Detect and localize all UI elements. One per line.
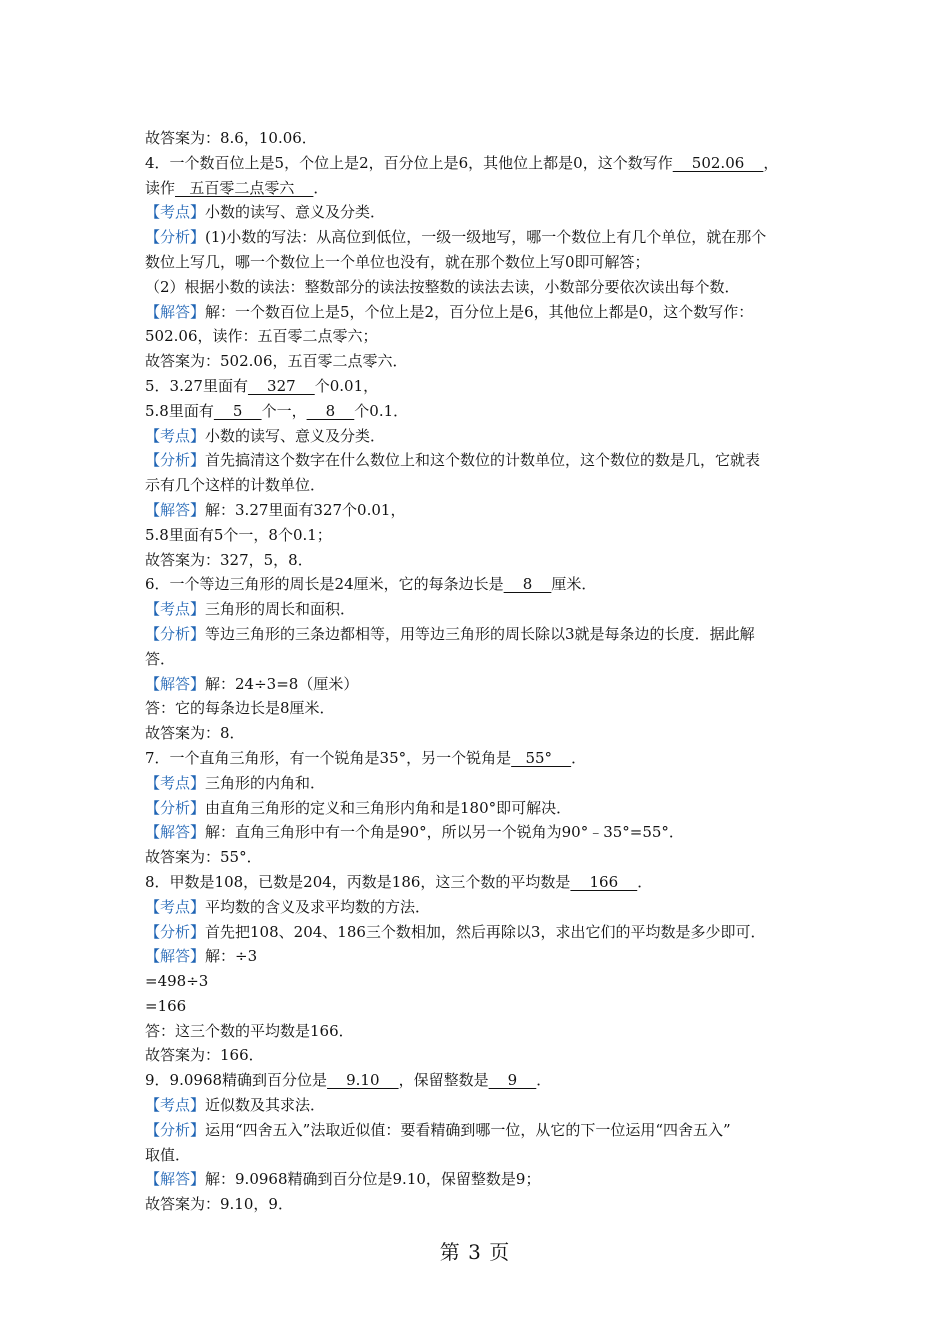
line-text: 故答案为：166．	[145, 1046, 264, 1065]
section-tag: 【解答】	[145, 823, 206, 842]
line-text: 解：一个数百位上是5，个位上是2，百分位上是6，其他位上都是0，这个数写作：	[205, 302, 754, 321]
text-line	[145, 771, 810, 796]
text-line	[145, 1093, 810, 1118]
text-line	[145, 523, 810, 548]
line-text: 小数的读写、意义及分类．	[205, 426, 386, 445]
section-tag: 【分析】	[145, 922, 206, 941]
text-line	[145, 498, 810, 523]
line-text: 首先把108、204、186三个数相加，然后再除以3，求出它们的平均数是多少即可．	[205, 922, 766, 941]
answer-blank: 55°	[511, 748, 572, 767]
text-line	[145, 1118, 810, 1143]
section-tag: 【考点】	[145, 426, 206, 445]
text-line	[145, 870, 810, 895]
line-text: 5.8里面有5个一，8个0.1；	[145, 525, 332, 544]
text-line	[145, 994, 810, 1019]
text-line	[145, 1068, 810, 1093]
line-text: 解：直角三角形中有一个角是90°，所以另一个锐角为90°﹣35°=55°．	[205, 823, 684, 842]
document-body	[145, 126, 810, 1217]
answer-blank: 8	[306, 401, 355, 420]
line-text: 故答案为：8．	[145, 724, 245, 743]
line-text: 平均数的含义及求平均数的方法．	[205, 897, 431, 916]
text-line	[145, 473, 810, 498]
line-text: ．	[536, 1071, 552, 1090]
text-line	[145, 647, 810, 672]
line-text: 故答案为：327，5，8．	[145, 550, 313, 569]
text-line	[145, 820, 810, 845]
text-line	[145, 796, 810, 821]
text-line	[145, 151, 810, 176]
line-text: ，	[763, 153, 779, 172]
section-tag: 【解答】	[145, 500, 206, 519]
text-line	[145, 696, 810, 721]
section-tag: 【分析】	[145, 451, 206, 470]
line-text: 解：24÷3=8（厘米）	[205, 674, 359, 693]
line-text: 答：这三个数的平均数是166．	[145, 1021, 354, 1040]
text-line	[145, 374, 810, 399]
line-text: 答：它的每条边长是8厘米．	[145, 699, 335, 718]
text-line	[145, 920, 810, 945]
line-text: (1)小数的写法：从高位到低位，一级一级地写，哪一个数位上有几个单位，就在那个	[205, 228, 767, 247]
line-text: 首先搞清这个数字在什么数位上和这个数位的计数单位，这个数位的数是几，它就表	[205, 451, 761, 470]
answer-blank: 9	[488, 1071, 537, 1090]
section-tag: 【考点】	[145, 203, 206, 222]
text-line	[145, 721, 810, 746]
text-line	[145, 1167, 810, 1192]
text-line	[145, 324, 810, 349]
text-line	[145, 399, 810, 424]
section-tag: 【考点】	[145, 1096, 206, 1115]
line-text: 故答案为：502.06，五百零二点零六．	[145, 352, 408, 371]
text-line	[145, 349, 810, 374]
line-text: ．	[637, 872, 653, 891]
page-number: 第 3 页	[439, 1240, 511, 1264]
text-line	[145, 275, 810, 300]
section-tag: 【考点】	[145, 897, 206, 916]
section-tag: 【分析】	[145, 1120, 206, 1139]
line-text: 答．	[145, 649, 176, 668]
answer-blank: 327	[247, 376, 315, 395]
line-text: =498÷3	[145, 972, 209, 991]
line-text: 解：3.27里面有327个0.01，	[205, 500, 406, 519]
line-text: 502.06，读作：五百零二点零六；	[145, 327, 378, 346]
text-line	[145, 622, 810, 647]
text-line	[145, 200, 810, 225]
text-line	[145, 597, 810, 622]
answer-blank: 166	[570, 872, 638, 891]
line-text: 读作	[145, 178, 176, 197]
line-text: 运用“四舍五入”法取近似值：要看精确到哪一位，从它的下一位运用“四舍五入”	[205, 1120, 731, 1139]
text-line	[145, 672, 810, 697]
line-text: 7．一个直角三角形，有一个锐角是35°，另一个锐角是	[145, 748, 512, 767]
section-tag: 【解答】	[145, 302, 206, 321]
text-line	[145, 895, 810, 920]
line-text: 取值．	[145, 1145, 191, 1164]
text-line	[145, 424, 810, 449]
text-line	[145, 845, 810, 870]
answer-blank: 502.06	[672, 153, 764, 172]
line-text: 6．一个等边三角形的周长是24厘米，它的每条边长是	[145, 575, 504, 594]
line-text: （2）根据小数的读法：整数部分的读法按整数的读法去读，小数部分要依次读出每个数．	[145, 277, 740, 296]
line-text: 三角形的内角和．	[205, 773, 326, 792]
text-line	[145, 1192, 810, 1217]
line-text: 9．9.0968精确到百分位是	[145, 1071, 328, 1090]
text-line	[145, 300, 810, 325]
line-text: 4．一个数百位上是5，个位上是2，百分位上是6，其他位上都是0，这个数写作	[145, 153, 673, 172]
line-text: 故答案为：9.10，9．	[145, 1195, 293, 1214]
text-line	[145, 1143, 810, 1168]
answer-blank: 5	[213, 401, 262, 420]
line-text: 故答案为：8.6，10.06．	[145, 129, 317, 147]
line-text: 解：9.0968精确到百分位是9.10，保留整数是9；	[205, 1170, 541, 1189]
line-text: 由直角三角形的定义和三角形内角和是180°即可解决．	[205, 798, 572, 817]
section-tag: 【考点】	[145, 600, 206, 619]
text-line	[145, 1043, 810, 1068]
answer-blank: 9.10	[327, 1071, 399, 1090]
line-text: 5.8里面有	[145, 401, 214, 420]
line-text: 近似数及其求法．	[205, 1096, 326, 1115]
line-text: 三角形的周长和面积．	[205, 600, 356, 619]
section-tag: 【分析】	[145, 228, 206, 247]
section-tag: 【解答】	[145, 674, 206, 693]
text-line	[145, 448, 810, 473]
line-text: 解：÷3	[205, 947, 258, 966]
line-text: =166	[145, 996, 187, 1015]
line-text: 小数的读写、意义及分类．	[205, 203, 386, 222]
line-text: ，保留整数是	[398, 1071, 489, 1090]
line-text: 故答案为：55°．	[145, 848, 262, 867]
text-line	[145, 250, 810, 275]
line-text: 示有几个这样的计数单位．	[145, 476, 326, 495]
line-text: ．	[313, 178, 329, 197]
text-line	[145, 176, 810, 201]
line-text: 个0.1．	[354, 401, 409, 420]
answer-blank: 8	[503, 575, 552, 594]
text-line	[145, 746, 810, 771]
line-text: 数位上写几，哪一个数位上一个单位也没有，就在那个数位上写0即可解答；	[145, 252, 650, 271]
section-tag: 【考点】	[145, 773, 206, 792]
text-line	[145, 548, 810, 573]
line-text: ．	[571, 748, 587, 767]
line-text: 8．甲数是108，已数是204，丙数是186，这三个数的平均数是	[145, 872, 571, 891]
section-tag: 【解答】	[145, 1170, 206, 1189]
line-text: 个0.01，	[314, 376, 379, 395]
line-text: 5．3.27里面有	[145, 376, 248, 395]
section-tag: 【分析】	[145, 798, 206, 817]
line-text: 等边三角形的三条边都相等，用等边三角形的周长除以3就是每条边的长度．据此解	[205, 624, 755, 643]
text-line	[145, 969, 810, 994]
section-tag: 【分析】	[145, 624, 206, 643]
text-line	[145, 225, 810, 250]
text-line	[145, 944, 810, 969]
line-text: 厘米．	[551, 575, 597, 594]
section-tag: 【解答】	[145, 947, 206, 966]
line-text: 个一，	[261, 401, 307, 420]
answer-blank: 五百零二点零六	[175, 178, 314, 197]
text-line	[145, 572, 810, 597]
text-line	[145, 1019, 810, 1044]
text-line	[145, 126, 810, 151]
